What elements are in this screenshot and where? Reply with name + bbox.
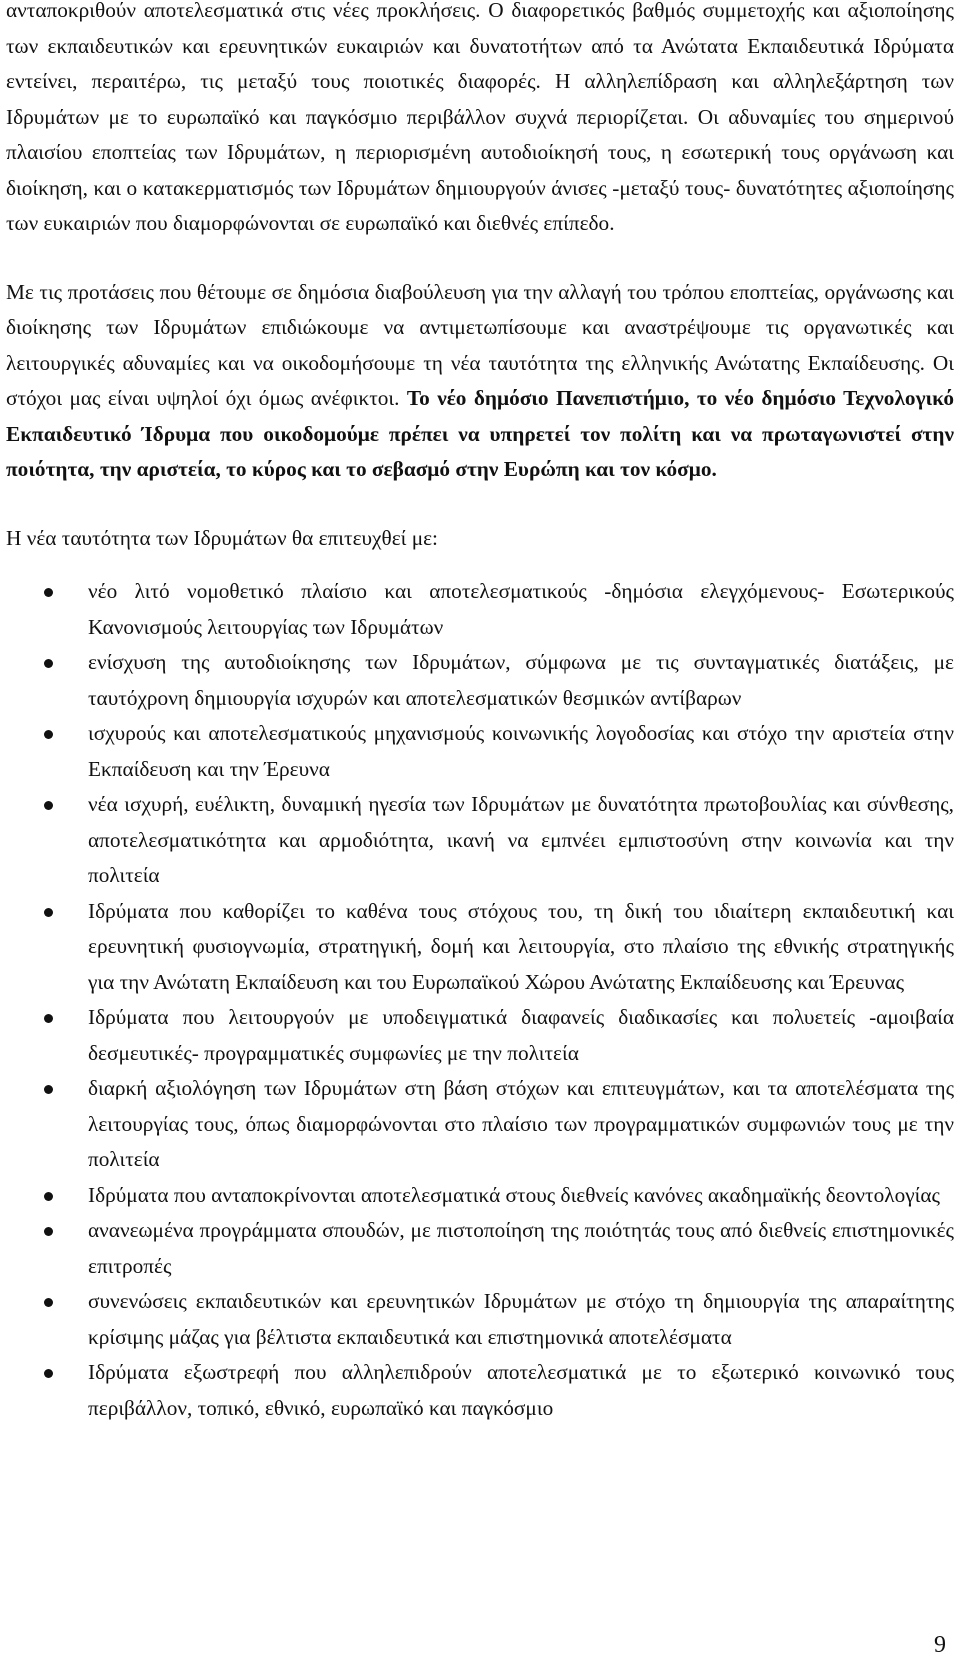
list-item-text: Ιδρύματα που ανταποκρίνονται αποτελεσματικά στους διεθνείς κανόνες ακαδημαϊκής δεοντολογίας [88,1182,940,1207]
list-item-text: ισχυρούς και αποτελεσματικούς μηχανισμούς κοινωνικής λογοδοσίας και στόχο την αριστεία στην Εκπαίδευση και την Έρευνα [88,721,954,781]
paragraph-bold-statement: Το νέο δημόσιο Πανεπιστήμιο, το νέο δημόσιο Τεχνολογικό Εκπαιδευτικό Ίδρυμα που οικοδομούμε πρέπει να υπηρετεί τον πολίτη και να πρωταγωνιστεί στην ποιότητα, την αριστεία, το κύρος και το σεβασμό στην Ευρώπη και τον κόσμο. [6,386,954,481]
bullet-icon [44,1085,53,1094]
list-item-text: νέο λιτό νομοθετικό πλαίσιο και αποτελεσματικούς -δημόσια ελεγχόμενους- Εσωτερικούς Κανονισμούς λειτουργίας των Ιδρυμάτων [88,579,954,639]
bullet-icon [44,1298,53,1307]
list-item [6,1284,954,1355]
list-item [6,894,954,1001]
list-item-text: διαρκή αξιολόγηση των Ιδρυμάτων στη βάση στόχων και επιτευγμάτων, και τα αποτελέσματα της λειτουργίας τους, όπως διαμορφώνονται στο πλαίσιο των προγραμματικών συμφωνιών τους με την πολιτεία [88,1076,954,1171]
paragraph-new-identity-intro: Η νέα ταυτότητα των Ιδρυμάτων θα επιτευχθεί με: [6,525,438,550]
list-item [6,1178,954,1214]
list-item [6,716,954,787]
paragraph-institutional-weaknesses: ανταποκριθούν αποτελεσματικά στις νέες προκλήσεις. Ο διαφορετικός βαθμός συμμετοχής και αξιοποίησης των εκπαιδευτικών και ερευνητικών ευκαιριών και δυνατοτήτων από τα Ανώτατα Εκπαιδευτικά Ιδρύματα εντείνει, περαιτέρω, τις μεταξύ τους ποιοτικές διαφορές. Η αλληλεπίδραση και αλληλεξάρτηση των Ιδρυμάτων με το ευρωπαϊκό και παγκόσμιο περιβάλλον συχνά περιορίζεται. Οι αδυναμίες του σημερινού πλαισίου εποπτείας των Ιδρυμάτων, η περιορισμένη αυτοδιοίκησή τους, η εσωτερική τους οργάνωση και διοίκηση, και ο κατακερματισμός των Ιδρυμάτων δημιουργούν άνισες -μεταξύ τους- δυνατότητες αξιοποίησης των ευκαιριών που διαμορφώνονται σε ευρωπαϊκό και διεθνές επίπεδο. [6,0,954,235]
list-item-text: νέα ισχυρή, ευέλικτη, δυναμική ηγεσία των Ιδρυμάτων με δυνατότητα πρωτοβουλίας και σύνθεσης, αποτελεσματικότητα και αρμοδιότητα, ικανή να εμπνέει εμπιστοσύνη στην κοινωνία και την πολιτεία [88,792,954,887]
list-item-text: ενίσχυση της αυτοδιοίκησης των Ιδρυμάτων, σύμφωνα με τις συνταγματικές διατάξεις, με ταυτόχρονη δημιουργία ισχυρών και αποτελεσματικών θεσμικών αντίβαρων [88,650,954,710]
list-item [6,1000,954,1071]
list-item [6,1071,954,1178]
list-item-text: ανανεωμένα προγράμματα σπουδών, με πιστοποίηση της ποιότητάς τους από διεθνείς επιστημονικές επιτροπές [88,1218,954,1278]
list-item [6,645,954,716]
bullet-icon [44,908,53,917]
bullet-icon [44,1014,53,1023]
list-item-text: Ιδρύματα που λειτουργούν με υποδειγματικά διαφανείς διαδικασίες και πολυετείς -αμοιβαία δεσμευτικές- προγραμματικές συμφωνίες με την πολιτεία [88,1005,954,1065]
paragraph-public-consultation [6,275,954,488]
bullet-icon [44,730,53,739]
list-item [6,787,954,894]
list-item [6,574,954,645]
bullet-icon [44,588,53,597]
list-item [6,1355,954,1426]
list-item-text: Ιδρύματα που καθορίζει το καθένα τους στόχους του, τη δική του ιδιαίτερη εκπαιδευτική και ερευνητική φυσιογνωμία, στρατηγική, δομή και λειτουργία, στο πλαίσιο της εθνικής στρατηγικής για την Ανώτατη Εκπαίδευση και του Ευρωπαϊκού Χώρου Ανώτατης Εκπαίδευσης και Έρευνας [88,898,954,994]
list-item-text: Ιδρύματα εξωστρεφή που αλληλεπιδρούν αποτελεσματικά με το εξωτερικό κοινωνικό τους περιβάλλον, τοπικό, εθνικό, ευρωπαϊκό και παγκόσμιο [88,1360,954,1420]
bullet-icon [44,801,53,810]
page-number: 9 [934,1632,946,1658]
bullet-icon [44,659,53,668]
list-item [6,1213,954,1284]
bullet-icon [44,1369,53,1378]
bullet-icon [44,1192,53,1201]
bullet-list [6,574,954,1426]
paragraph-consultation-text: Με τις προτάσεις που θέτουμε σε δημόσια διαβούλευση για την αλλαγή του τρόπου εποπτείας, οργάνωσης και διοίκησης των Ιδρυμάτων επιδιώκουμε να αντιμετωπίσουμε και αναστρέψουμε τις οργανωτικές και λειτουργικές αδυναμίες και να οικοδομήσουμε τη νέα ταυτότητα της ελληνικής Ανώτατης Εκπαίδευσης. Οι στόχοι μας είναι υψηλοί όχι όμως ανέφικτοι. [6,279,954,410]
document-page [6,0,954,1426]
list-item-text: συνενώσεις εκπαιδευτικών και ερευνητικών Ιδρυμάτων με στόχο τη δημιουργία της απαραίτητης κρίσιμης μάζας για βέλτιστα εκπαιδευτικά και επιστημονικά αποτελέσματα [88,1289,954,1349]
bullet-icon [44,1227,53,1236]
